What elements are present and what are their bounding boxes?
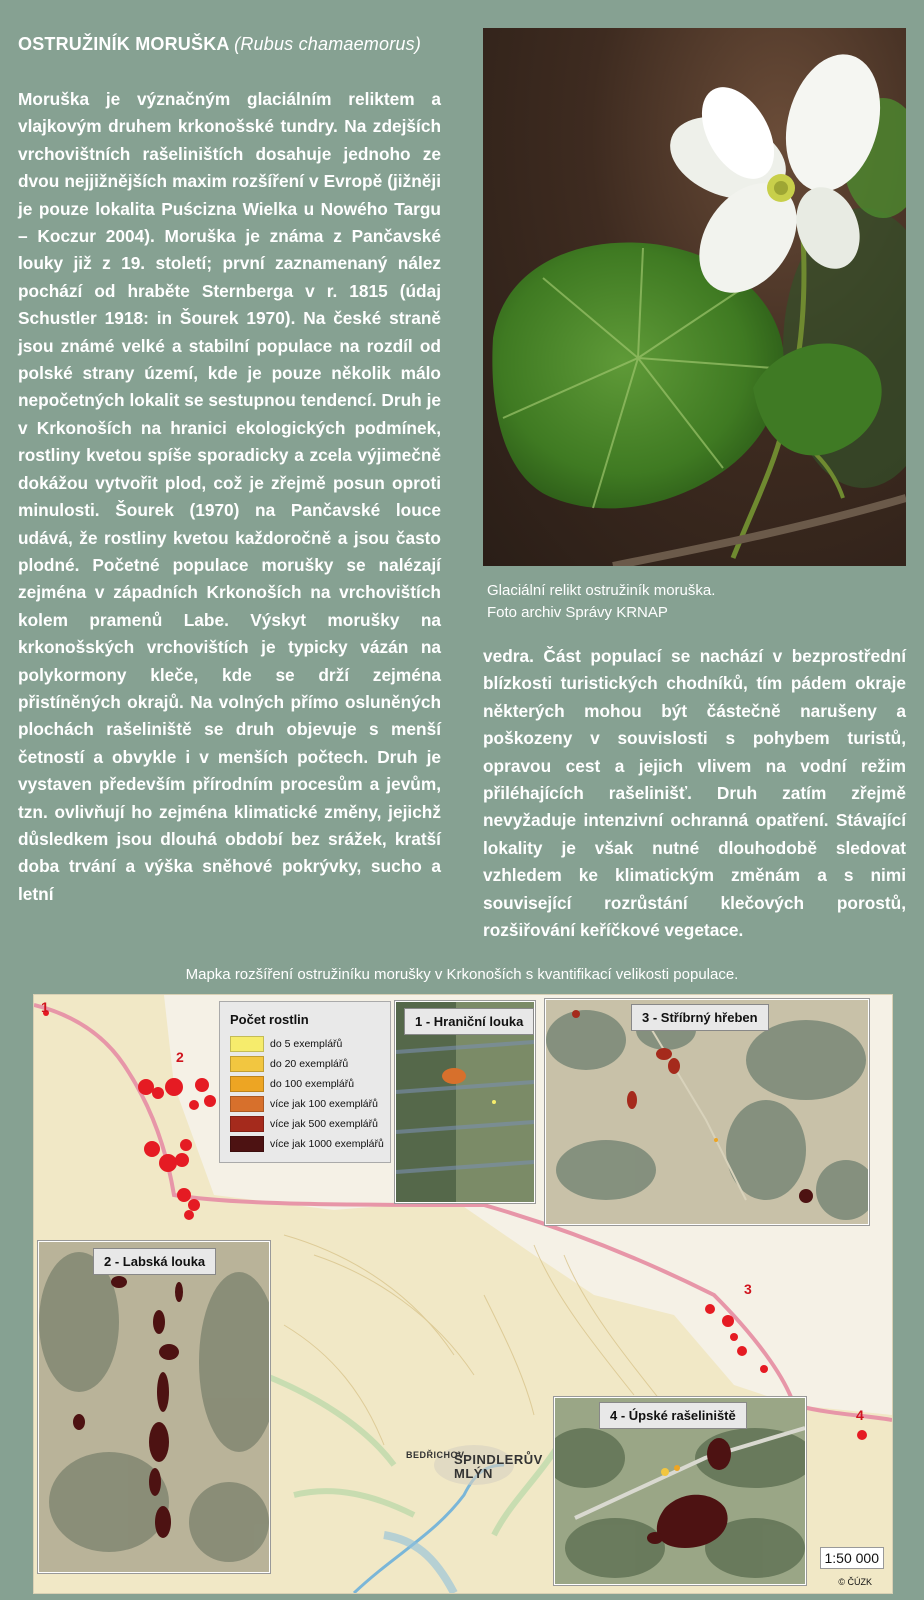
text-column-right xyxy=(483,643,906,944)
legend-swatch xyxy=(230,1136,264,1152)
flower-illustration xyxy=(483,28,906,566)
site-marker-1: 1 xyxy=(41,999,49,1015)
legend-title: Počet rostlin xyxy=(230,1012,309,1027)
site-marker-4: 4 xyxy=(856,1407,864,1423)
species-latin-name: (Rubus chamaemorus) xyxy=(234,34,422,54)
legend-item xyxy=(230,1096,378,1112)
site-marker-3: 3 xyxy=(744,1281,752,1297)
cloudberry-photo xyxy=(483,28,906,566)
legend-swatch xyxy=(230,1096,264,1112)
inset-label: 1 - Hraniční louka xyxy=(404,1008,534,1035)
legend-label: do 5 exemplářů xyxy=(270,1038,343,1050)
inset-3-aerial xyxy=(546,1000,868,1224)
legend-item xyxy=(230,1056,348,1072)
distribution-map xyxy=(33,994,893,1594)
inset-upske-raseliniste xyxy=(554,1397,806,1585)
legend-label: do 20 exemplářů xyxy=(270,1058,349,1070)
inset-label: 3 - Stříbrný hřeben xyxy=(631,1004,769,1031)
legend-swatch xyxy=(230,1036,264,1052)
legend-label: více jak 1000 exemplářů xyxy=(270,1138,384,1150)
photo-caption-line1: Glaciální relikt ostružiník moruška. xyxy=(487,582,716,599)
town-label-spindleruv-mlyn: ŠPINDLERŮV MLÝN xyxy=(454,1452,543,1481)
body-text-left: Moruška je význačným glaciálním reliktem a vlajkovým druhem krkonošské tundry. Na zdejších vrchovištních rašeliništích dosahuje jednoho ze dvou nejjižnějších maxim rozšíření v Evropě (jižněji je pouze lokalita Puścizna Wielka u Nowého Targu – Koczur 2004). Moruška je známa z Pančavské louky již z 19. století; první zaznamenaný nález pochází od hraběte Sternberga v r. 1815 (údaj Schustler 1918: in Šourek 1970). Na české straně jsou známé velké a stabilní populace na rozdíl od polské strany území, kde je pouze několik málo nepočetných lokalit se sestupnou tendencí. Druh je v Krkonoších na hranici ekologických podmínek, rostliny kvetou spíše sporadicky a zcela výjimečně dokážou vytvořit plod, což je zřejmě posun oproti minulosti. Šourek (1970) na Pančavské louce udává, že rostliny kvetou každoročně a jsou často plodné. Početné populace morušky se nalézají zejména v západních Krkonoších na vrchovištích kolem pramenů Labe. Výskyt morušky na krkonošských vrchovištích je typicky vázán na polykormony kleče, kde se drží zejména přistíněných okrajů. Na volných přímo osluněných plochách rašeliniště se druh objevuje s menší četností a obvykle i v menších počtech. Druh je vystaven především přírodním procesům a jevům, tzn. ovlivňují ho zejména klimatické změny, jejichž důsledkem jsou dlouhá období bez srážek, kratší doba trvání a výška sněhové pokrývky, sucho a letní xyxy=(18,89,441,904)
legend-label: více jak 100 exemplářů xyxy=(270,1098,378,1110)
text-column-left xyxy=(18,86,441,908)
photo-caption xyxy=(487,580,907,624)
town-label-bedrichov: BEDŘICHOV xyxy=(406,1450,465,1460)
photo-caption-credit: Foto archiv Správy KRNAP xyxy=(487,604,668,621)
map-caption: Mapka rozšíření ostružiníku morušky v Krkonoších s kvantifikací velikosti populace. xyxy=(185,966,739,983)
legend-item xyxy=(230,1116,378,1132)
legend-swatch xyxy=(230,1076,264,1092)
legend-swatch xyxy=(230,1116,264,1132)
legend-item xyxy=(230,1076,354,1092)
map-legend xyxy=(219,1001,391,1163)
site-marker-2: 2 xyxy=(176,1049,184,1065)
inset-labska-louka xyxy=(38,1241,270,1573)
map-scale: 1:50 000 xyxy=(820,1547,885,1569)
legend-item xyxy=(230,1136,384,1152)
body-text-right: vedra. Část populací se nachází v bezprostřední blízkosti turistických chodníků, tím pádem okraje některých mohou být částečně narušeny a poškozeny v souvislosti s pohybem turistů, opravou cest a jejich vlivem na vodní režim přiléhajících rašelinišť. Druh zatím zřejmě nevyžaduje intenzivní ochranná opatření. Stávající lokality je však nutné dlouhodobě sledovat vzhledem ke klimatickým změnám a s nimi související rozrůstání klečových porostů, rozšiřování keříčkové vegetace. xyxy=(483,646,906,941)
legend-label: do 100 exemplářů xyxy=(270,1078,355,1090)
inset-2-aerial xyxy=(39,1242,269,1572)
inset-hranicni-louka xyxy=(395,1001,535,1203)
article-title xyxy=(18,34,458,55)
inset-label: 4 - Úpské rašeliniště xyxy=(599,1402,747,1429)
map-copyright: © ČÚZK xyxy=(838,1577,872,1587)
legend-label: více jak 500 exemplářů xyxy=(270,1118,378,1130)
species-name: OSTRUŽINÍK MORUŠKA xyxy=(18,34,229,54)
legend-item xyxy=(230,1036,342,1052)
inset-label: 2 - Labská louka xyxy=(93,1248,216,1275)
legend-swatch xyxy=(230,1056,264,1072)
inset-stribrny-hreben xyxy=(545,999,869,1225)
